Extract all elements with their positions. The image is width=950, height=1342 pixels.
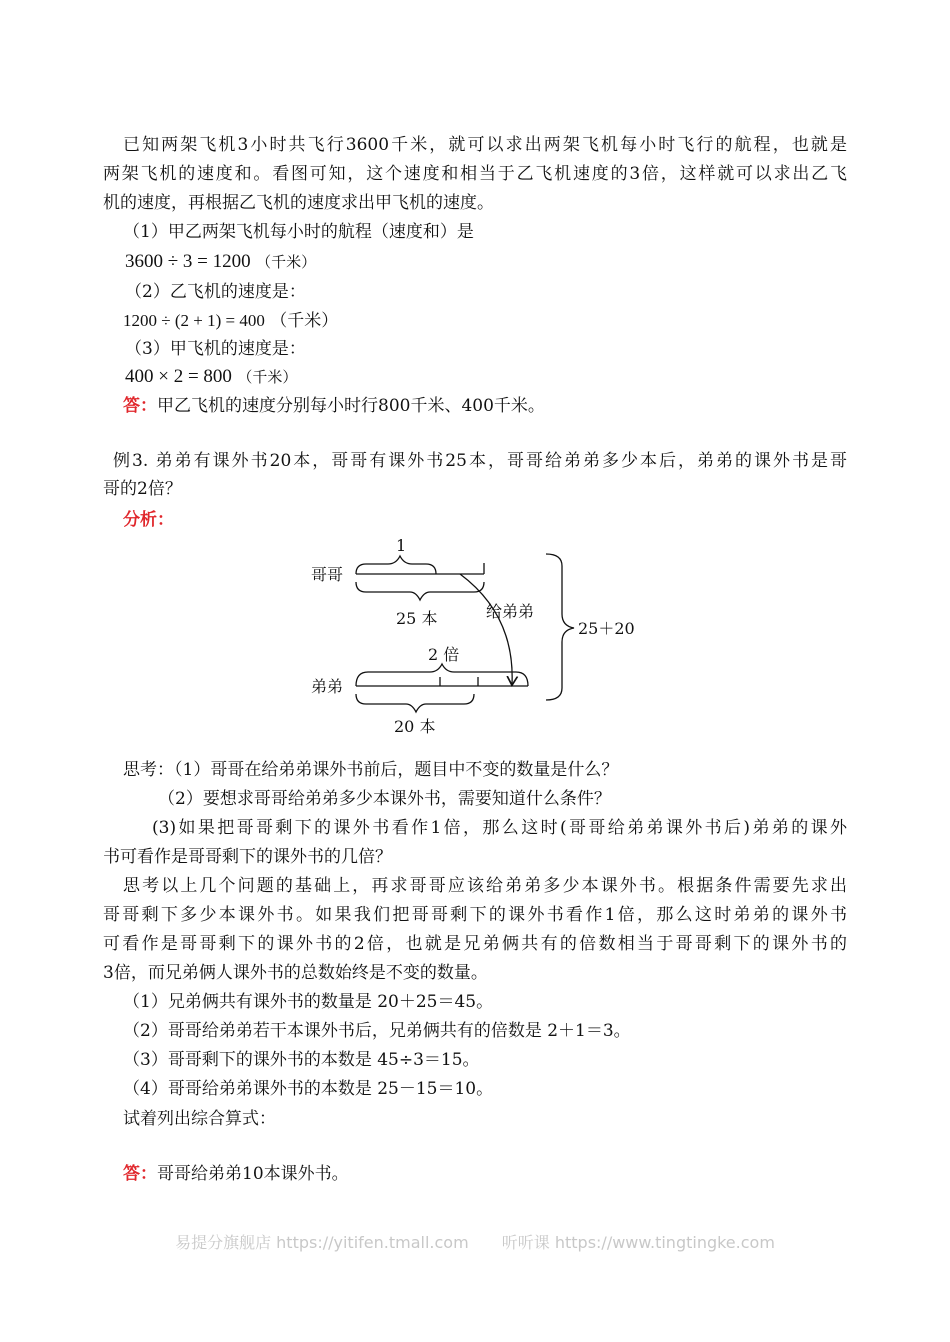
- step1-formula: 3600 ÷ 3 = 1200: [125, 251, 251, 272]
- steps2-item-1: （1）兄弟俩共有课外书的数量是 20＋25＝45。: [123, 992, 494, 1012]
- right-brace: [546, 554, 574, 700]
- example3-line1: 例3. 弟弟有课外书20本，哥哥有课外书25本，哥哥给弟弟多少本后，弟弟的课外书是哥: [113, 451, 847, 471]
- diagram-didi-count: 20 本: [394, 717, 436, 736]
- diagram-gege: 哥哥: [311, 565, 344, 584]
- answer2-label: 答：: [123, 1164, 157, 1184]
- example3-line2: 哥的2倍？: [103, 479, 182, 499]
- step3-unit: （千米）: [237, 368, 298, 386]
- think-q1: 思考：（1）哥哥在给弟弟课外书前后，题目中不变的数量是什么？: [123, 760, 619, 780]
- steps2-item-2: （2）哥哥给弟弟若干本课外书后，兄弟俩共有的倍数是 2＋1＝3。: [123, 1021, 631, 1041]
- try-text: 试着列出综合算式：: [123, 1109, 276, 1129]
- brace-didi-bottom: [356, 694, 474, 712]
- think-q3-line1: (3)如果把哥哥剩下的课外书看作1倍，那么这时(哥哥给弟弟课外书后)弟弟的课外: [152, 818, 847, 838]
- diagram-gege-count: 25 本: [396, 609, 438, 628]
- step2-label: （2）乙飞机的速度是：: [125, 282, 306, 302]
- paragraph2-line3: 可看作是哥哥剩下的课外书的2倍，也就是兄弟俩共有的倍数相当于哥哥剩下的课外书的: [103, 934, 847, 954]
- step3-formula: 400 × 2 = 800: [125, 366, 232, 387]
- answer1-label: 答：: [123, 396, 157, 416]
- brace-gege-bottom: [356, 582, 484, 600]
- brace-didi-top: [356, 664, 528, 686]
- steps2-item-3: （3）哥哥剩下的课外书的本数是 45÷3＝15。: [123, 1050, 480, 1070]
- diagram-times2: 2 倍: [428, 645, 460, 664]
- paragraph2-line1: 思考以上几个问题的基础上，再求哥哥应该给弟弟多少本课外书。根据条件需要先求出: [123, 876, 847, 896]
- footer-watermark: [0, 1230, 950, 1253]
- answer2: [123, 1163, 349, 1185]
- paragraph1-line3: 机的速度，再根据乙飞机的速度求出甲飞机的速度。: [103, 193, 494, 213]
- give-arrow: [460, 574, 512, 684]
- paragraph2-line2: 哥哥剩下多少本课外书。如果我们把哥哥剩下的课外书看作1倍，那么这时弟弟的课外书: [103, 905, 847, 925]
- step1-unit: （千米）: [256, 253, 317, 271]
- paragraph1-line1: 已知两架飞机3小时共飞行3600千米，就可以求出两架飞机每小时飞行的航程，也就是: [123, 135, 847, 155]
- analysis-label: 分析：: [123, 510, 174, 530]
- think-q2: （2）要想求哥哥给弟弟多少本课外书，需要知道什么条件？: [158, 789, 611, 809]
- diagram-didi: 弟弟: [311, 677, 344, 696]
- think-q3-line2: 书可看作是哥哥剩下的课外书的几倍？: [103, 847, 392, 867]
- diagram-total: 25＋20: [578, 619, 635, 638]
- step3-label: （3）甲飞机的速度是：: [125, 339, 306, 359]
- step2-unit: （千米）: [270, 311, 339, 331]
- diagram-label-1: 1: [396, 536, 407, 555]
- step1-label: （1）甲乙两架飞机每小时的航程（速度和）是: [123, 222, 474, 242]
- paragraph2-line4: 3倍，而兄弟俩人课外书的总数始终是不变的数量。: [103, 963, 488, 983]
- footer-right-link[interactable]: 听听课 https://www.tingtingke.com: [501, 1233, 775, 1252]
- footer-left-link[interactable]: 易提分旗舰店 https://yitifen.tmall.com: [175, 1233, 469, 1252]
- brace-top-1: [356, 556, 436, 574]
- step2-formula: 1200 ÷ (2 + 1) = 400: [123, 311, 265, 330]
- steps2-item-4: （4）哥哥给弟弟课外书的本数是 25－15＝10。: [123, 1079, 494, 1099]
- answer1-text: 甲乙飞机的速度分别每小时行800千米、400千米。: [157, 396, 545, 416]
- diagram-give: 给弟弟: [486, 602, 535, 621]
- paragraph1-line2: 两架飞机的速度和。看图可知，这个速度和相当于乙飞机速度的3倍，这样就可以求出乙飞: [103, 164, 847, 184]
- answer2-text: 哥哥给弟弟10本课外书。: [157, 1164, 349, 1184]
